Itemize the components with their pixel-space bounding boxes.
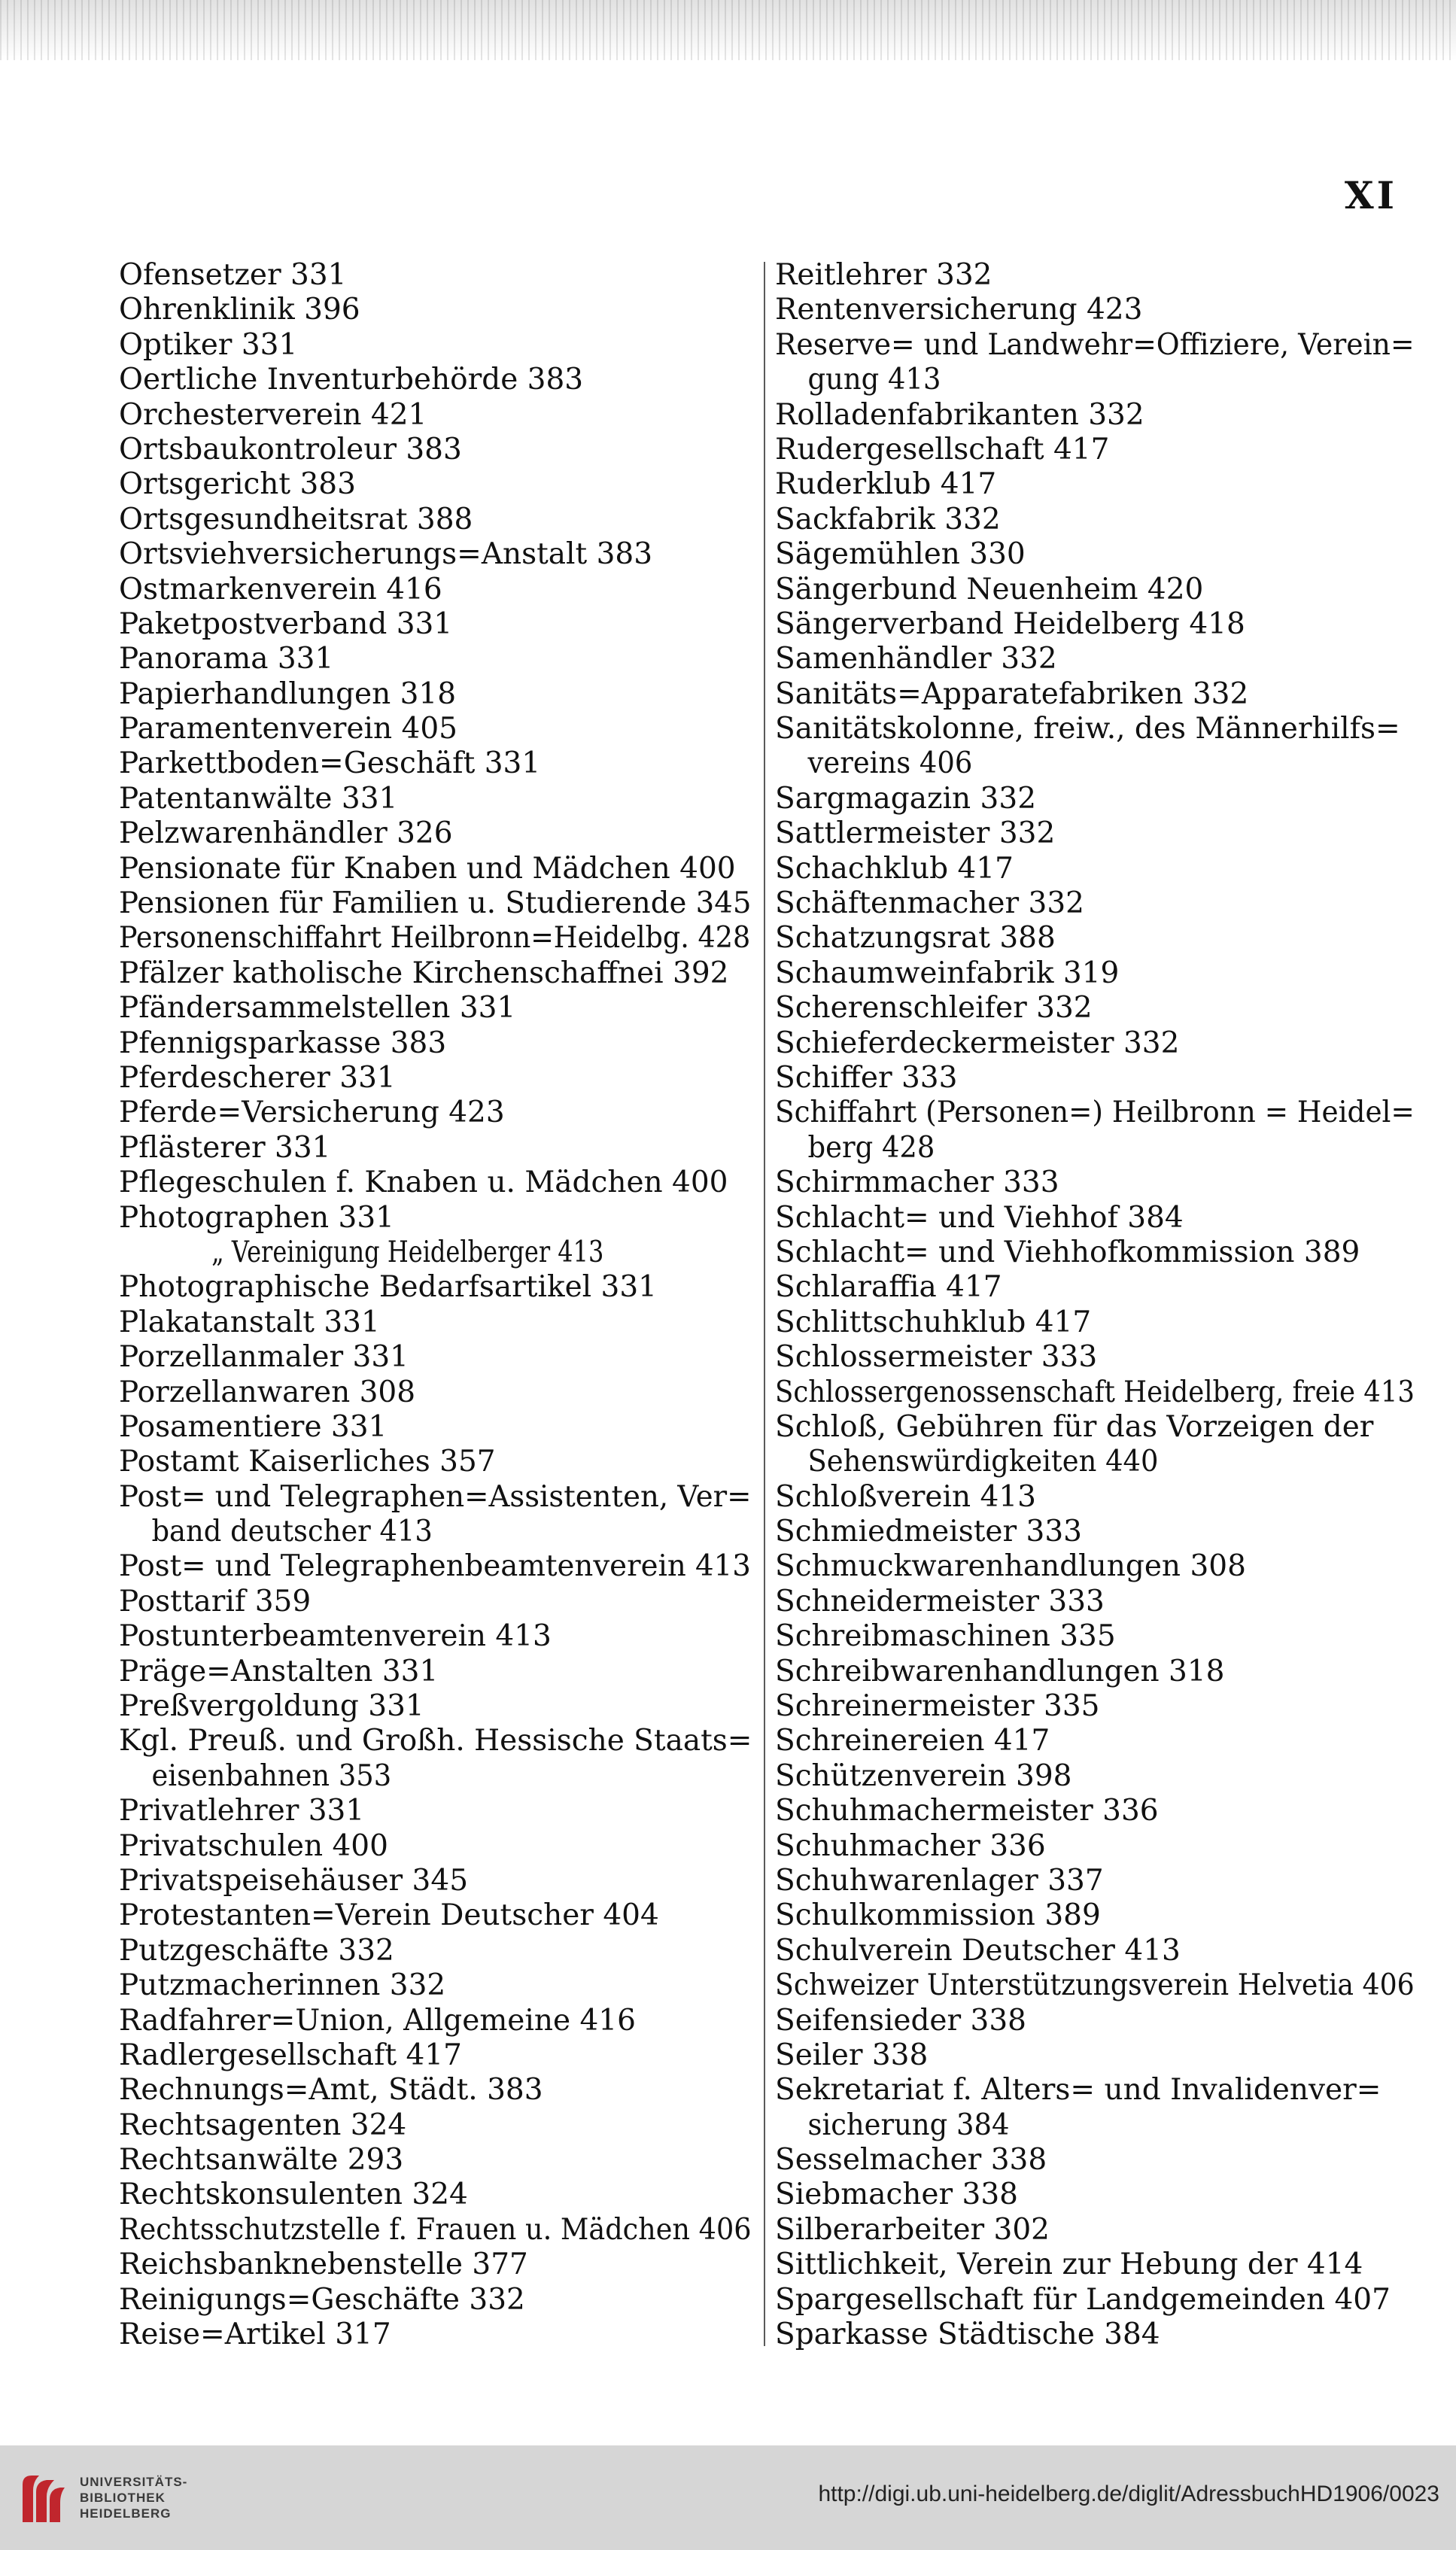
index-entry: Postunterbeamtenverein 413 <box>119 1619 552 1654</box>
index-entry: Schreinermeister 335 <box>775 1689 1100 1724</box>
index-entry: Pferde=Versicherung 423 <box>119 1096 505 1130</box>
index-entry: Schmuckwarenhandlungen 308 <box>775 1549 1246 1584</box>
index-entry: Pensionen für Familien u. Studierende 345 <box>119 886 752 921</box>
index-entry: Sanitätskolonne, freiw., des Männerhilfs= <box>775 712 1400 746</box>
index-entry: Privatschulen 400 <box>119 1828 388 1863</box>
index-entry: Preßvergoldung 331 <box>119 1689 424 1724</box>
index-entry: Sanitäts=Apparatefabriken 332 <box>775 676 1249 711</box>
index-entry: Schulkommission 389 <box>775 1898 1101 1933</box>
index-entry: Schiffahrt (Personen=) Heilbronn = Heidel= <box>775 1096 1415 1130</box>
index-entry: Samenhändler 332 <box>775 642 1057 676</box>
index-entry: Schatzungsrat 388 <box>775 921 1056 956</box>
index-entry: Schloßverein 413 <box>775 1479 1036 1514</box>
index-entry: Rechtskonsulenten 324 <box>119 2178 468 2212</box>
index-column-left <box>119 258 751 2352</box>
index-entry: Reitlehrer 332 <box>775 258 992 292</box>
index-entry: Schuhmacher 336 <box>775 1828 1046 1863</box>
index-entry: Post= und Telegraphenbeamtenverein 413 <box>119 1549 751 1584</box>
index-entry: Porzellanmaler 331 <box>119 1340 409 1375</box>
index-entry: Post= und Telegraphen=Assistenten, Ver= <box>119 1479 752 1514</box>
index-entry-continuation: Sehenswürdigkeiten 440 <box>807 1445 1159 1479</box>
index-entry: Schreinereien 417 <box>775 1724 1050 1758</box>
index-entry: Präge=Anstalten 331 <box>119 1654 439 1688</box>
index-entry: Pelzwarenhändler 326 <box>119 816 453 851</box>
index-entry: Sittlichkeit, Verein zur Hebung der 414 <box>775 2248 1363 2282</box>
library-name-line-1: UNIVERSITÄTS- <box>80 2475 188 2489</box>
index-entry: „ Vereinigung Heidelberger 413 <box>211 1235 604 1269</box>
index-entry: Plakatanstalt 331 <box>119 1305 380 1339</box>
index-entry: Reserve= und Landwehr=Offiziere, Verein= <box>775 327 1415 362</box>
index-entry: Sparkasse Städtische 384 <box>775 2317 1160 2352</box>
index-entry: Rechtsagenten 324 <box>119 2108 407 2142</box>
index-entry: Ortsgericht 383 <box>119 467 356 502</box>
index-entry: Posamentiere 331 <box>119 1409 388 1444</box>
index-entry-continuation: band deutscher 413 <box>151 1515 433 1549</box>
index-entry: Parkettboden=Geschäft 331 <box>119 746 541 781</box>
index-entry: Ortsbaukontroleur 383 <box>119 432 462 467</box>
index-entry: Privatspeisehäuser 345 <box>119 1863 469 1898</box>
index-entry: Sekretariat f. Alters= und Invalidenver= <box>775 2073 1382 2108</box>
index-entry: Pfennigsparkasse 383 <box>119 1026 447 1060</box>
index-entry: Pfändersammelstellen 331 <box>119 991 516 1026</box>
index-entry: Ofensetzer 331 <box>119 258 347 292</box>
index-entry: Scherenschleifer 332 <box>775 991 1093 1026</box>
index-entry: Silberarbeiter 302 <box>775 2212 1050 2247</box>
index-entry: Reinigungs=Geschäfte 332 <box>119 2282 525 2317</box>
index-entry: Siebmacher 338 <box>775 2178 1018 2212</box>
index-column-right <box>775 258 1415 2352</box>
index-entry: Personenschiffahrt Heilbronn=Heidelbg. 428 <box>119 921 751 956</box>
index-entry: Patentanwälte 331 <box>119 781 398 816</box>
index-entry: Rentenversicherung 423 <box>775 293 1143 327</box>
index-entry: Ohrenklinik 396 <box>119 293 360 327</box>
index-entry: Rechnungs=Amt, Städt. 383 <box>119 2073 543 2108</box>
index-entry: Putzmacherinnen 332 <box>119 1968 446 2003</box>
index-entry: Posttarif 359 <box>119 1584 312 1618</box>
index-entry: Schäftenmacher 332 <box>775 886 1084 921</box>
index-entry: Reise=Artikel 317 <box>119 2317 391 2352</box>
index-entry-continuation: berg 428 <box>807 1130 935 1165</box>
index-entry: Photographische Bedarfsartikel 331 <box>119 1270 657 1305</box>
index-entry: Schmiedmeister 333 <box>775 1515 1082 1549</box>
index-entry: Photographen 331 <box>119 1200 394 1235</box>
index-entry: Sängerbund Neuenheim 420 <box>775 572 1204 606</box>
index-entry: Paketpostverband 331 <box>119 606 453 641</box>
source-url-link[interactable]: http://digi.ub.uni-heidelberg.de/diglit/AdressbuchHD1906/0023 <box>818 2482 1439 2506</box>
index-entry: Sängerverband Heidelberg 418 <box>775 606 1245 641</box>
index-entry: Sägemühlen 330 <box>775 537 1026 572</box>
index-entry: Panorama 331 <box>119 642 334 676</box>
index-entry: Schiffer 333 <box>775 1060 958 1095</box>
index-entry: Rolladenfabrikanten 332 <box>775 397 1144 432</box>
index-entry: Orchesterverein 421 <box>119 397 427 432</box>
library-logo-icon <box>17 2469 69 2528</box>
index-entry: Schlacht= und Viehhofkommission 389 <box>775 1235 1360 1269</box>
index-entry: Seifensieder 338 <box>775 2003 1026 2038</box>
index-entry: Spargesellschaft für Landgemeinden 407 <box>775 2282 1391 2317</box>
index-entry: Schirmmacher 333 <box>775 1166 1059 1200</box>
index-entry: Ostmarkenverein 416 <box>119 572 442 606</box>
index-entry: Schaumweinfabrik 319 <box>775 956 1120 990</box>
index-entry: Pflegeschulen f. Knaben u. Mädchen 400 <box>119 1166 728 1200</box>
index-entry: Schlossermeister 333 <box>775 1340 1098 1375</box>
index-entry: Schulverein Deutscher 413 <box>775 1933 1181 1968</box>
index-entry: Schloß, Gebühren für das Vorzeigen der <box>775 1409 1374 1444</box>
index-entry: Schieferdeckermeister 332 <box>775 1026 1180 1060</box>
scan-edge-noise <box>0 0 1456 60</box>
index-entry: Rechtsanwälte 293 <box>119 2143 404 2178</box>
index-entry: Schlacht= und Viehhof 384 <box>775 1200 1184 1235</box>
index-entry: Schachklub 417 <box>775 851 1014 886</box>
index-entry: Privatlehrer 331 <box>119 1794 365 1828</box>
index-entry: Postamt Kaiserliches 357 <box>119 1445 496 1479</box>
index-entry: Papierhandlungen 318 <box>119 676 457 711</box>
index-entry: Schlittschuhklub 417 <box>775 1305 1092 1339</box>
index-entry: Sesselmacher 338 <box>775 2143 1047 2178</box>
index-entry: Radfahrer=Union, Allgemeine 416 <box>119 2003 636 2038</box>
index-entry-continuation: eisenbahnen 353 <box>151 1758 392 1793</box>
index-entry: Pferdescherer 331 <box>119 1060 396 1095</box>
index-entry: Kgl. Preuß. und Großh. Hessische Staats= <box>119 1724 752 1758</box>
index-entry-continuation: gung 413 <box>807 363 941 397</box>
library-name-line-3: HEIDELBERG <box>80 2506 172 2521</box>
index-entry: Sackfabrik 332 <box>775 502 1001 536</box>
index-entry: Schützenverein 398 <box>775 1758 1072 1793</box>
index-entry: Ruderklub 417 <box>775 467 997 502</box>
index-entry: Pensionate für Knaben und Mädchen 400 <box>119 851 736 886</box>
index-entry: Radlergesellschaft 417 <box>119 2038 462 2072</box>
index-entry: Rudergesellschaft 417 <box>775 432 1110 467</box>
index-entry: Ortsgesundheitsrat 388 <box>119 502 473 536</box>
index-entry: Oertliche Inventurbehörde 383 <box>119 363 584 397</box>
footer-bar <box>0 2445 1456 2550</box>
index-entry: Schreibmaschinen 335 <box>775 1619 1116 1654</box>
index-entry: Schreibwarenhandlungen 318 <box>775 1654 1225 1688</box>
index-entry: Schneidermeister 333 <box>775 1584 1105 1618</box>
index-entry: Rechtsschutzstelle f. Frauen u. Mädchen 406 <box>119 2212 752 2247</box>
page-number: XI <box>1344 173 1397 217</box>
index-entry: Pfälzer katholische Kirchenschaffnei 392 <box>119 956 729 990</box>
index-entry: Optiker 331 <box>119 327 298 362</box>
index-entry: Schlaraffia 417 <box>775 1270 1002 1305</box>
index-entry-continuation: vereins 406 <box>807 746 973 781</box>
index-entry: Schweizer Unterstützungsverein Helvetia 406 <box>775 1968 1415 2003</box>
index-entry: Reichsbanknebenstelle 377 <box>119 2248 528 2282</box>
index-entry-continuation: sicherung 384 <box>807 2108 1010 2142</box>
index-entry: Schuhwarenlager 337 <box>775 1863 1104 1898</box>
index-entry: Sattlermeister 332 <box>775 816 1056 851</box>
index-entry: Porzellanwaren 308 <box>119 1375 416 1409</box>
column-divider <box>764 262 765 2346</box>
index-entry: Schlossergenossenschaft Heidelberg, freie 413 <box>775 1375 1415 1409</box>
index-entry: Ortsviehversicherungs=Anstalt 383 <box>119 537 653 572</box>
index-entry: Schuhmachermeister 336 <box>775 1794 1159 1828</box>
library-name-line-2: BIBLIOTHEK <box>80 2491 166 2505</box>
index-entry: Seiler 338 <box>775 2038 929 2072</box>
index-entry: Sargmagazin 332 <box>775 781 1037 816</box>
index-entry: Paramentenverein 405 <box>119 712 457 746</box>
index-entry: Protestanten=Verein Deutscher 404 <box>119 1898 659 1933</box>
index-entry: Putzgeschäfte 332 <box>119 1933 394 1968</box>
index-entry: Pflästerer 331 <box>119 1130 331 1165</box>
library-name <box>80 2474 187 2521</box>
